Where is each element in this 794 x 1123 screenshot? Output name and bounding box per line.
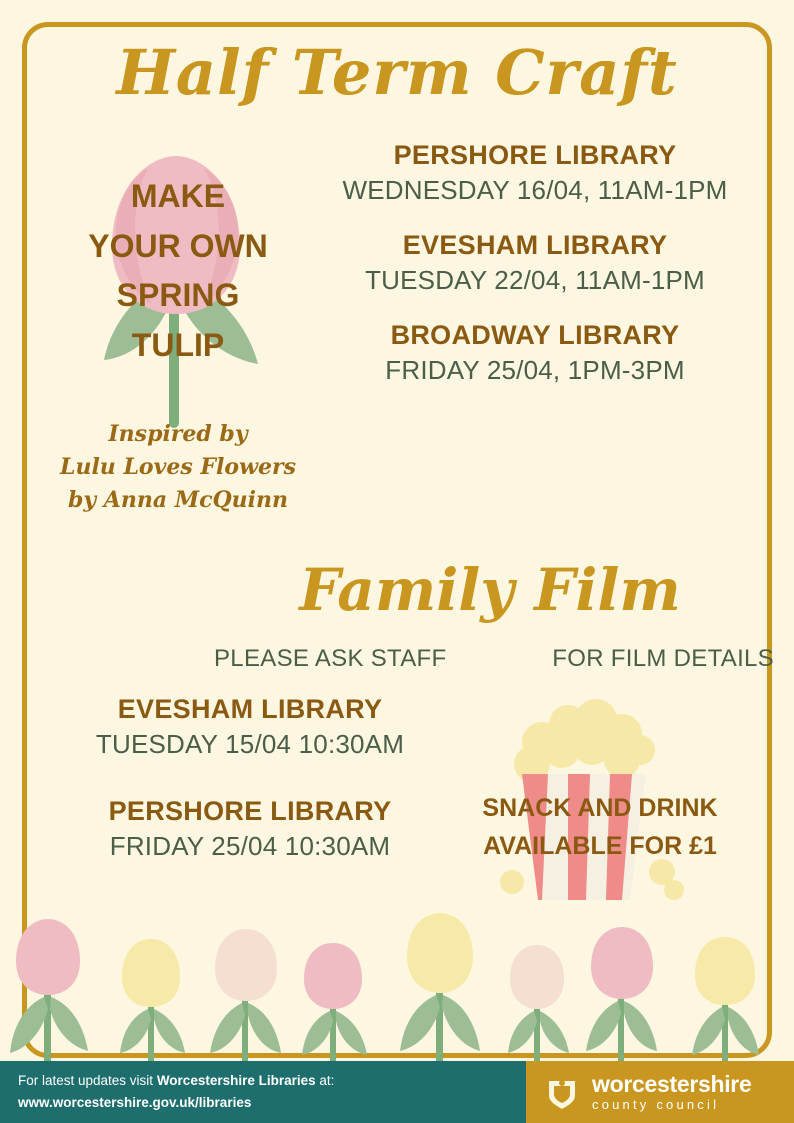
craft-session-list [300, 140, 770, 410]
film-session-list [30, 694, 470, 898]
film-session-item [30, 796, 470, 862]
film-subtitle [214, 645, 774, 673]
craft-session-datetime: FRIDAY 25/04, 1PM-3PM [385, 355, 685, 385]
craft-session-datetime: TUESDAY 22/04, 11AM-1PM [365, 265, 705, 295]
craft-session-datetime: WEDNESDAY 16/04, 11AM-1PM [342, 175, 728, 205]
film-session-library: EVESHAM LIBRARY [117, 694, 383, 724]
craft-session-library: EVESHAM LIBRARY [402, 230, 668, 260]
craft-headline-line-1: MAKE [130, 178, 226, 214]
council-logo-line-2: county council [592, 1096, 720, 1112]
footer-website-link[interactable]: www.worcestershire.gov.uk/libraries [18, 1095, 252, 1110]
craft-session-item [300, 140, 770, 206]
film-session-datetime: TUESDAY 15/04 10:30AM [95, 729, 405, 759]
snack-line-2: AVAILABLE FOR £1 [483, 831, 717, 860]
footer-line-1-prefix: For latest updates visit [18, 1073, 157, 1089]
council-logo [526, 1061, 794, 1123]
footer-line-1 [18, 1070, 334, 1092]
film-session-library: PERSHORE LIBRARY [108, 796, 392, 826]
film-session-datetime: FRIDAY 25/04 10:30AM [109, 831, 391, 861]
craft-session-item [300, 320, 770, 386]
snack-line-1: SNACK AND DRINK [482, 794, 718, 822]
inspired-line-1: Inspired by [108, 421, 248, 447]
page-title: Half Term Craft [116, 36, 678, 109]
inspired-by-credit [38, 418, 318, 517]
footer-bar [0, 1061, 794, 1123]
family-film-title: Family Film [299, 556, 681, 624]
crest-icon [542, 1072, 582, 1112]
snack-note [440, 790, 760, 865]
council-logo-text [592, 1072, 751, 1112]
craft-session-library: PERSHORE LIBRARY [393, 140, 677, 170]
footer-text [0, 1070, 334, 1113]
inspired-line-2: Lulu Loves Flowers [59, 454, 296, 480]
inspired-line-3: by Anna McQuinn [67, 487, 289, 513]
council-logo-line-1: worcestershire [592, 1071, 752, 1098]
craft-session-item [300, 230, 770, 296]
craft-headline-line-2: YOUR OWN [88, 227, 268, 264]
film-subtitle-left: PLEASE ASK STAFF [214, 645, 447, 672]
craft-headline-line-3: SPRING [116, 277, 240, 314]
footer-line-1-bold: Worcestershire Libraries [156, 1073, 316, 1089]
craft-session-library: BROADWAY LIBRARY [390, 320, 680, 350]
tulip-row-decoration [0, 903, 794, 1063]
film-subtitle-right: FOR FILM DETAILS [552, 645, 774, 672]
craft-headline [48, 172, 308, 370]
craft-headline-line-4: TULIP [131, 326, 225, 363]
footer-line-1-suffix: at: [315, 1073, 335, 1089]
film-session-item [30, 694, 470, 760]
